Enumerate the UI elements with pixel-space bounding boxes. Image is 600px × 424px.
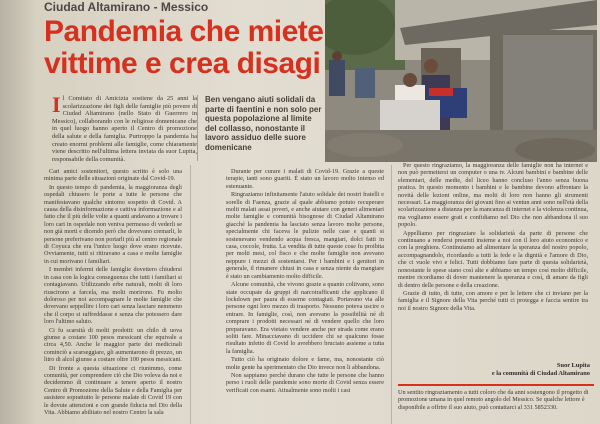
paragraph: Cari amici sostenitori, questo scritto è solo una minima parte delle situazioni originate dal Covid-19. (44, 168, 182, 183)
photo-illustration (325, 0, 597, 162)
body-column-3 (398, 162, 588, 358)
article-headline: Pandemia che miete vittime e crea disagi (44, 15, 324, 80)
signature-community: e la comunità di Ciudad Altamirano (491, 370, 590, 377)
paragraph: Per questo ringraziamo, la maggioranza delle famiglie non ha internet e non può permettersi un computer o una tv. Alcuni bambini e bambine delle elementari, delle medie, del liceo hanno concluso l'anno senza buona pratica. In questo momento i bambini e le bambine devono affrontare la novità delle lezioni online, ma molti di loro non hanno gli strumenti necessari. La maggioranza dei giovani fino ai ventun anni sono nell'età della scolarizzazione a distanza per la mancanza di internet e la violenza continua, ma vogliamo essere grati e confidiamo nel Dio che non abbandona il suo popolo. (398, 162, 588, 229)
paragraph: Ringraziamo infinitamente l'aiuto solidale dei nostri fratelli e sorelle di Faenza, grazie al quale abbiamo potuto recuperare molti malati assai poveri, e anche aiutare con generi alimentari molte famiglie e comunità bisognose di Ciudad Altamirano giacché la pandemia ha lasciato senza lavoro molte persone, specialmente chi faceva le pulizie nelle case e quanti si sostenevano vendendo acqua fresca, mangiari, dolci fatti in casa, coccole, frutta. La vendita di tutte queste cose fu proibita per molti mesi, col fisco e che molte famiglie non avevano neppure i mezzi di sostentarsi. Per i bambini e i genitori in generale, il rimanere chiusi in casa e senza niente da mangiare è stato un cambiamento molto difficile. (226, 191, 384, 280)
column-divider (391, 165, 392, 424)
body-column-2 (226, 168, 384, 424)
signature-name: Suor Lupita (556, 362, 590, 369)
paragraph: Non sappiamo perché durano che tutte le persone che hanno perso i ruoli delle pandemie sono morte di Covid senza essere verificati con esami. Attualmente sono molti i casi (226, 371, 384, 394)
paragraph: Ci fu scarsità di molti prodotti: un chilo di uova giunse a costare 100 pesos messicani che equivale a circa 4,50. Anche le maggior parte dei medicinali cominciò a scarseggiare, gli aumentarono di prezzo, un litro di alcol giunse a costare oltre 100 pesos messicani. (44, 326, 182, 364)
paragraph: Durante per curare i malati di Covid-19. Grazie a queste terapie, tanti sono guariti. È stato un lavoro molto intenso ed estenuante. (226, 168, 384, 190)
intro-text: l Comitato di Amicizia sostiene da 25 anni la scolarizzazione dei figli delle famiglie più povere di Ciudad Altamirano (nello Stato di Guerrero in Messico), collaborando con le religiose domenicane che in quel luogo hanno aperto il Centro di promozione della salute e della famiglia. Purtroppo la pandemia ha creato enormi problemi alle famiglie, come chiaramente viene descritto nell'ultima lettera inviata da suor Lupita, responsabile della comunità. (52, 95, 197, 163)
page-fold-shadow (0, 0, 36, 424)
paragraph: Grazie di tutto, di tutte, con amore e per le lettere che ci inviano per la famiglia e il Signore della Vita perché tutti ci protegga e faccia sentire tra noi il nostro Signore della Vita. (398, 289, 588, 312)
paragraph: In questo tempo di pandemia, la maggioranza degli ospedali chiusero le porte a tutte le persone che manifestavano qualche sintomo sospetto di Covid. A causa della disinformazione e cattiva informazione e al fatto che il più delle volte a quanti andavano a trovare i loro cari in ospedale non veniva permesso di vederli se non già morti e dicendo però che dovevano cremarli, le persone preferivano non portarli più al centro regionale di Coyuca che era l'unico luogo dove erano ricevute. Ovviamente, tutti si ritiravano a casa e molte famiglie in cui morivano i familiari. (44, 183, 182, 265)
article-photo (325, 0, 597, 162)
thanks-box: Un sentito ringraziamento a tutti coloro che da anni sostengono il progetto di promozione umana in quel remoto angolo del Messico. Se qualche lettore è disponibile a offrire il suo aiuto, può contattarci al 331 5852330. (398, 384, 594, 424)
intro-divider (197, 95, 198, 161)
body-column-1 (44, 168, 182, 424)
paragraph: Alcune comunità, che vivono grazie a quanto coltivano, sono state occupate da gruppi di narcotrafficanti che applicano il lockdown per paura di esserne contagiati. Portavano via alle persone ogni loro mezzo di trasporto. Nessuno poteva uscire o entrare. In famiglie, così, non avevano la possibilità né di comprare i prodotti necessari né di vendere quello che loro preparavano. Era vietato vendere anche per strada come erano soliti fare. Minacciavano di uccidere chi se qualcuno fosse risultato infetto di Covid lo avrebbero bruciato assieme a tutta la famiglia. (226, 281, 384, 355)
drop-cap: I (52, 95, 61, 117)
column-divider (190, 165, 191, 424)
paragraph: I membri infermi delle famiglie dovettero chiudersi in casa con la logica conseguenza che tutti i familiari si contagiavano. Utilizzando erbe naturali, molti di loro riuscirono a farcela, ma molti morirono. Fu molto doloroso per noi accompagnare le molte famiglie che dovevano seppellire i loro cari senza lasciare nemmeno che il corpo si raffreddasse e senza che potessero dare loro l'ultimo saluto. (44, 266, 182, 326)
paragraph: Tutto ciò ha originato dolore e fame, ma, nonostante ciò molte gente ha sperimentato che Dio invece non li abbandona. (226, 356, 384, 371)
article-deck: Ben vengano aiuti solidali da parte di faentini e non solo per questa popolazione al limite del collasso, nonostante il lavoro assiduo delle suore domenicane (205, 95, 322, 152)
paragraph: Appelliamo per ringraziare la solidarietà da parte di persone che continuano a rendersi presenti insieme a noi con il loro aiuto economico e con la preghiera. Continuiamo ad alimentare la speranza del nostro popolo, accompagnandolo, ricordando a tutti la fede e la dignità e l'amore di Dio, che ci vuole vivi e felici. Tutti dobbiamo fare parte di questa solidarietà, nonostante le spese siano così alte e abbiamo un tempo così molto difficile, mentre ricordiamo di dover mantenere la speranza e così, di amare da figli di dentro delle persone e della creazione. (398, 229, 588, 289)
location-kicker: Ciudad Altamirano - Messico (44, 0, 209, 14)
paragraph: Di fronte a questa situazione ci riunimmo, come comunità, per comprendere ciò che Dio voleva da noi e decidemmo di continuare a tenere aperto il nostro Centro di Promozione della Salute e della Famiglia per assistere soprattutto le persone malate di Covid 19 con le dovute attenzioni e con grande fiducia nel Dio della Vita. Abbiamo abilitato nel nostro Centro la sala (44, 364, 182, 416)
